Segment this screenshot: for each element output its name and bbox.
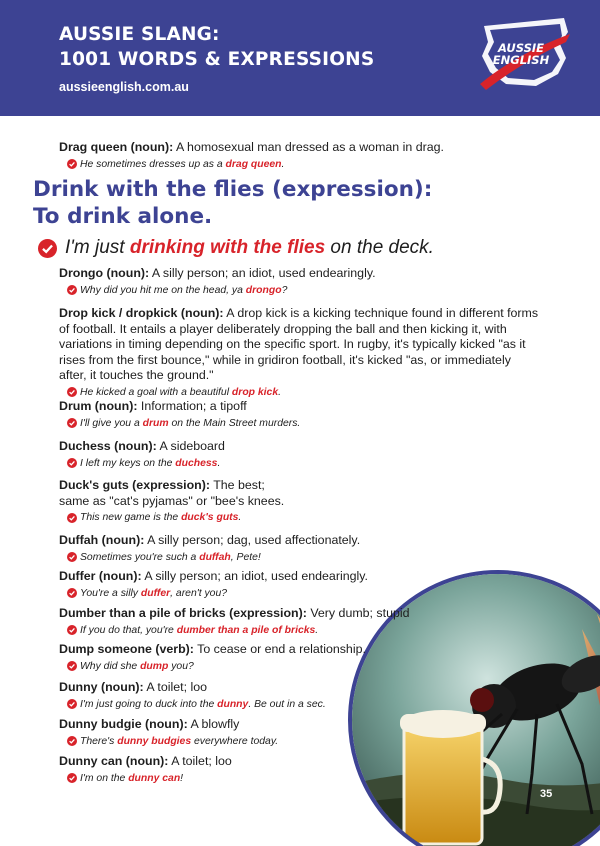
featured-entry-title: Drink with the flies (expression): To drink alone.	[33, 177, 433, 229]
book-title-line1: AUSSIE SLANG:	[59, 24, 220, 45]
entry-example: Why did she dump you?	[59, 660, 539, 673]
entry-drum	[59, 399, 539, 430]
entry-definition: To cease or end a relationship.	[193, 642, 366, 656]
entry-example: Sometimes you're such a duffah, Pete!	[59, 551, 539, 564]
highlighted-term: duffah	[199, 551, 231, 563]
check-circle-icon	[67, 552, 77, 562]
entry-example: He sometimes dresses up as a drag queen.	[59, 158, 539, 171]
entry-definition: Very dumb; stupid	[306, 606, 410, 620]
book-title-line2: 1001 WORDS & EXPRESSIONS	[59, 49, 375, 70]
entry-term: Dunny can (noun):	[59, 754, 169, 768]
entry-example: I'll give you a drum on the Main Street murders.	[59, 417, 539, 430]
entry-definition: A homosexual man dressed as a woman in drag.	[173, 140, 444, 154]
highlighted-term: drongo	[245, 284, 282, 296]
entry-definition: A sideboard	[156, 439, 225, 453]
entry-definition: A toilet; loo	[143, 680, 208, 694]
highlighted-term: dunny can	[128, 772, 181, 784]
highlighted-term: drum	[142, 417, 169, 429]
featured-entry-example: I'm just drinking with the flies on the deck.	[33, 237, 553, 259]
entry-dunny-can	[59, 754, 539, 785]
check-circle-icon	[67, 387, 77, 397]
entry-drongo	[59, 266, 539, 297]
check-circle-icon	[67, 159, 77, 169]
entry-example: Why did you hit me on the head, ya drongo?	[59, 284, 539, 297]
entry-term: Drag queen (noun):	[59, 140, 174, 154]
entry-example: He kicked a goal with a beautiful drop kick.	[59, 386, 539, 399]
highlighted-term: duchess	[175, 457, 218, 469]
entry-definition: A silly person; an idiot, used endearingly.	[149, 266, 376, 280]
entry-definition: A silly person; an idiot, used endearingly.	[141, 569, 368, 583]
entry-example: If you do that, you're dumber than a pile of bricks.	[59, 624, 539, 637]
entry-term: Dunny (noun):	[59, 680, 144, 694]
entry-term: Dunny budgie (noun):	[59, 717, 188, 731]
highlighted-term: dunny budgies	[117, 735, 192, 747]
check-circle-icon	[67, 625, 77, 635]
highlighted-term: dumber than a pile of bricks	[176, 624, 316, 636]
entry-definition: Information; a tipoff	[137, 399, 247, 413]
entry-definition-line2: same as "cat's pyjamas" or "bee's knees.	[59, 493, 285, 508]
entry-dumber-than-bricks	[59, 606, 539, 637]
entry-example: I'm just going to duck into the dunny. Be out in a sec.	[59, 698, 539, 711]
logo-wordmark: AUSSIE ENGLISH	[492, 41, 550, 67]
highlighted-term: dump	[140, 660, 169, 672]
entry-duffer	[59, 569, 539, 600]
entry-definition: The best;	[209, 478, 265, 492]
entry-term: Drongo (noun):	[59, 266, 150, 280]
page-number: 35	[540, 788, 553, 800]
check-circle-icon	[67, 588, 77, 598]
check-circle-icon	[67, 418, 77, 428]
entry-term: Duck's guts (expression):	[59, 478, 210, 492]
entry-duchess	[59, 439, 539, 470]
entry-example: I'm on the dunny can!	[59, 772, 539, 785]
entry-example: I left my keys on the duchess.	[59, 457, 539, 470]
highlighted-term: drop kick	[231, 386, 279, 398]
highlighted-term: drinking with the flies	[129, 237, 326, 258]
entry-definition: A silly person; dag, used affectionately.	[144, 533, 361, 547]
check-circle-icon	[67, 661, 77, 671]
entry-term: Drum (noun):	[59, 399, 138, 413]
website-url: aussieenglish.com.au	[59, 80, 189, 94]
entry-drag-queen	[59, 140, 539, 171]
entry-dunny	[59, 680, 539, 711]
highlighted-term: dunny	[217, 698, 249, 710]
entry-dunny-budgie	[59, 717, 539, 748]
entry-example: You're a silly duffer, aren't you?	[59, 587, 539, 600]
entry-example: This new game is the duck's guts.	[59, 511, 539, 524]
check-circle-icon	[67, 773, 77, 783]
entry-example: There's dunny budgies everywhere today.	[59, 735, 539, 748]
entry-definition: A blowfly	[187, 717, 240, 731]
check-circle-icon	[67, 513, 77, 523]
highlighted-term: duck's guts	[181, 512, 239, 523]
check-circle-icon	[67, 736, 77, 746]
entry-term: Duchess (noun):	[59, 439, 157, 453]
entry-ducks-guts	[59, 478, 539, 524]
entry-term: Duffer (noun):	[59, 569, 142, 583]
entry-definition: A drop kick is a kicking technique found in different forms of football. It entails a player deliberately dropping the ball and then kicking it, with variations in timing depending on the specific sport. In rugby, it's typically kicked "as it rises from the first bounce," while in gridiron football, it's kicked "as, or immediately after, it touches the ground."	[59, 306, 539, 382]
entry-definition: A toilet; loo	[168, 754, 232, 768]
entry-term: Dumber than a pile of bricks (expression):	[59, 606, 307, 620]
highlighted-term: drag queen	[225, 158, 282, 170]
check-circle-icon	[38, 239, 57, 258]
entry-duffah	[59, 533, 539, 564]
highlighted-term: duffer	[140, 587, 171, 599]
entry-dump-someone	[59, 642, 539, 673]
check-circle-icon	[67, 285, 77, 295]
entry-term: Drop kick / dropkick (noun):	[59, 306, 224, 320]
entry-term: Duffah (noun):	[59, 533, 145, 547]
check-circle-icon	[67, 458, 77, 468]
entry-drop-kick	[59, 306, 539, 399]
check-circle-icon	[67, 699, 77, 709]
featured-entry	[33, 176, 553, 259]
entry-term: Dump someone (verb):	[59, 642, 194, 656]
